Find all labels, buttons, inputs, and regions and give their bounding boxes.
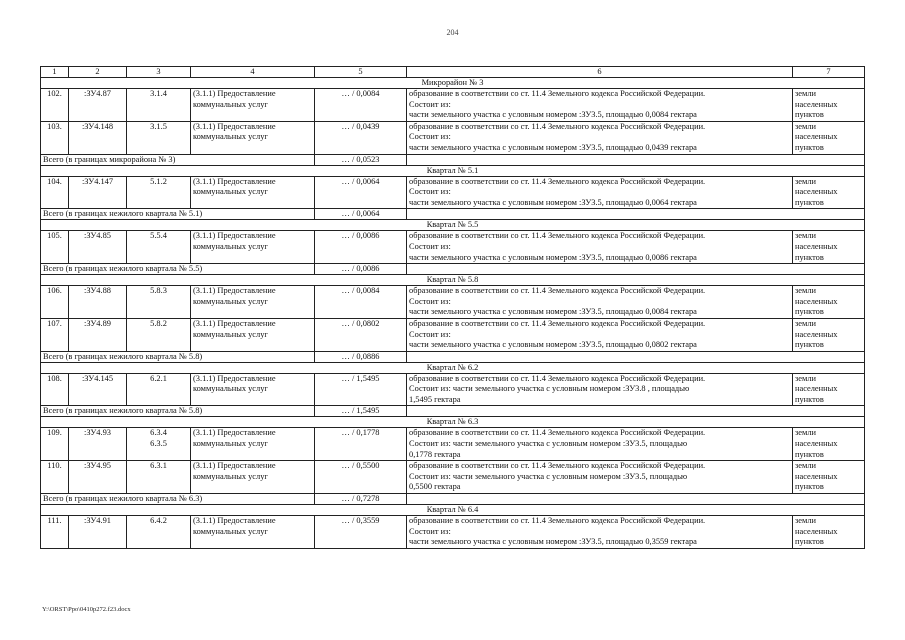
total-blank	[407, 351, 865, 362]
formation-method	[407, 461, 793, 494]
territory-part-line: 5.8.2	[150, 318, 167, 328]
plot-area: … / 0,0802	[315, 318, 407, 351]
section-title: Микрорайон № 3	[41, 78, 865, 89]
section-title: Квартал № 6.4	[41, 505, 865, 516]
land-category-line: населенных	[795, 132, 838, 142]
total-label: Всего (в границах нежилого квартала № 5.1)	[41, 209, 315, 220]
permitted-use-line: (3.1.1) Предоставление	[193, 428, 276, 438]
land-category-line: пунктов	[795, 482, 824, 492]
formation-method-line: Состоит из:	[409, 296, 451, 306]
total-row	[41, 264, 865, 275]
formation-method-line: Состоит из: части земельного участка с условным номером :ЗУ3.8 , площадью	[409, 384, 690, 394]
formation-method-line: Состоит из:	[409, 99, 451, 109]
formation-method-line: образование в соответствии со ст. 11.4 Земельного кодекса Российской Федерации.	[409, 516, 706, 526]
formation-method-line: 0,1778 гектара	[409, 449, 461, 459]
row-number: 107.	[41, 318, 69, 351]
table-header-row	[41, 67, 865, 78]
row-number: 108.	[41, 373, 69, 406]
territory-part	[127, 89, 191, 122]
permitted-use	[191, 89, 315, 122]
column-header: 6	[407, 67, 793, 78]
permitted-use-line: (3.1.1) Предоставление	[193, 121, 276, 131]
table-row	[41, 461, 865, 494]
total-area: … / 0,7278	[315, 494, 407, 505]
total-row	[41, 154, 865, 165]
permitted-use	[191, 318, 315, 351]
total-blank	[407, 264, 865, 275]
row-number: 102.	[41, 89, 69, 122]
total-row	[41, 494, 865, 505]
table-row	[41, 231, 865, 264]
plot-code: :ЗУ4.93	[69, 428, 127, 461]
formation-method-line: Состоит из:	[409, 187, 451, 197]
permitted-use-line: коммунальных услуг	[193, 132, 268, 142]
file-path-footer: Y:\ORST\Ppo\0410p272.f23.docx	[42, 606, 131, 613]
plot-area: … / 0,5500	[315, 461, 407, 494]
permitted-use	[191, 428, 315, 461]
formation-method-line: 0,5500 гектара	[409, 482, 461, 492]
section-row	[41, 362, 865, 373]
plot-area: … / 1,5495	[315, 373, 407, 406]
land-category	[793, 516, 865, 549]
territory-part-line: 3.1.5	[150, 121, 167, 131]
territory-part	[127, 373, 191, 406]
formation-method-line: образование в соответствии со ст. 11.4 Земельного кодекса Российской Федерации.	[409, 318, 706, 328]
table-row	[41, 286, 865, 319]
plot-code: :ЗУ4.148	[69, 121, 127, 154]
total-blank	[407, 154, 865, 165]
row-number: 104.	[41, 176, 69, 209]
total-area: … / 0,0886	[315, 351, 407, 362]
total-area: … / 0,0086	[315, 264, 407, 275]
permitted-use-line: коммунальных услуг	[193, 384, 268, 394]
permitted-use	[191, 176, 315, 209]
land-category-line: земли	[795, 176, 816, 186]
section-title: Квартал № 5.1	[41, 165, 865, 176]
plot-code: :ЗУ4.95	[69, 461, 127, 494]
land-category	[793, 373, 865, 406]
permitted-use-line: (3.1.1) Предоставление	[193, 318, 276, 328]
permitted-use-line: (3.1.1) Предоставление	[193, 516, 276, 526]
territory-part-line: 5.8.3	[150, 286, 167, 296]
formation-method	[407, 373, 793, 406]
land-category	[793, 286, 865, 319]
formation-method-line: части земельного участка с условным номером :ЗУ3.5, площадью 0,0064 гектара	[409, 197, 697, 207]
permitted-use-line: коммунальных услуг	[193, 187, 268, 197]
territory-part	[127, 121, 191, 154]
section-row	[41, 220, 865, 231]
plot-area: … / 0,1778	[315, 428, 407, 461]
land-category-line: земли	[795, 89, 816, 98]
plot-area: … / 0,0086	[315, 231, 407, 264]
section-title: Квартал № 5.8	[41, 275, 865, 286]
land-category-line: населенных	[795, 526, 838, 536]
formation-method	[407, 428, 793, 461]
formation-method-line: части земельного участка с условным номером :ЗУ3.5, площадью 0,0086 гектара	[409, 252, 697, 262]
land-category-line: земли	[795, 516, 816, 526]
page-number: 204	[446, 28, 459, 37]
land-category-line: пунктов	[795, 394, 824, 404]
territory-part	[127, 428, 191, 461]
territory-part-line: 6.3.5	[150, 439, 167, 449]
total-blank	[407, 209, 865, 220]
territory-part	[127, 286, 191, 319]
land-category	[793, 176, 865, 209]
formation-method	[407, 231, 793, 264]
land-category	[793, 89, 865, 122]
table-row	[41, 89, 865, 122]
formation-method	[407, 318, 793, 351]
column-header: 7	[793, 67, 865, 78]
formation-method-line: части земельного участка с условным номером :ЗУ3.5, площадью 0,0084 гектара	[409, 307, 697, 317]
land-category-line: земли	[795, 428, 816, 438]
formation-method	[407, 516, 793, 549]
permitted-use	[191, 516, 315, 549]
formation-method	[407, 176, 793, 209]
section-row	[41, 78, 865, 89]
territory-part	[127, 231, 191, 264]
formation-method-line: образование в соответствии со ст. 11.4 Земельного кодекса Российской Федерации.	[409, 373, 706, 383]
territory-part	[127, 461, 191, 494]
formation-method	[407, 89, 793, 122]
land-category	[793, 121, 865, 154]
total-area: … / 1,5495	[315, 406, 407, 417]
formation-method-line: образование в соответствии со ст. 11.4 Земельного кодекса Российской Федерации.	[409, 461, 706, 471]
formation-method-line: 1,5495 гектара	[409, 394, 461, 404]
formation-method-line: образование в соответствии со ст. 11.4 Земельного кодекса Российской Федерации.	[409, 428, 706, 438]
table-row	[41, 176, 865, 209]
table-row	[41, 318, 865, 351]
territory-part-line: 5.1.2	[150, 176, 167, 186]
total-row	[41, 351, 865, 362]
table-row	[41, 428, 865, 461]
land-category-line: земли	[795, 461, 816, 471]
plot-code: :ЗУ4.85	[69, 231, 127, 264]
formation-method-line: части земельного участка с условным номером :ЗУ3.5, площадью 0,0439 гектара	[409, 142, 697, 152]
land-category-line: пунктов	[795, 307, 824, 317]
permitted-use-line: (3.1.1) Предоставление	[193, 373, 276, 383]
plot-area: … / 0,0084	[315, 286, 407, 319]
territory-part-line: 6.2.1	[150, 373, 167, 383]
land-category-line: земли	[795, 231, 816, 241]
permitted-use	[191, 373, 315, 406]
row-number: 111.	[41, 516, 69, 549]
column-header: 4	[191, 67, 315, 78]
land-category-line: пунктов	[795, 252, 824, 262]
territory-part-line: 3.1.4	[150, 89, 167, 98]
formation-method-line: образование в соответствии со ст. 11.4 Земельного кодекса Российской Федерации.	[409, 89, 706, 98]
total-blank	[407, 406, 865, 417]
land-category-line: населенных	[795, 329, 838, 339]
total-label: Всего (в границах нежилого квартала № 6.3)	[41, 494, 315, 505]
permitted-use-line: (3.1.1) Предоставление	[193, 286, 276, 296]
permitted-use-line: (3.1.1) Предоставление	[193, 89, 276, 98]
row-number: 106.	[41, 286, 69, 319]
plot-area: … / 0,0084	[315, 89, 407, 122]
land-category-line: земли	[795, 318, 816, 328]
permitted-use	[191, 121, 315, 154]
land-category-line: населенных	[795, 439, 838, 449]
territory-part-line: 6.3.4	[150, 428, 167, 438]
land-category-line: населенных	[795, 241, 838, 251]
table-row	[41, 121, 865, 154]
total-label: Всего (в границах нежилого квартала № 5.5)	[41, 264, 315, 275]
land-category-line: населенных	[795, 471, 838, 481]
territory-part-line: 6.3.1	[150, 461, 167, 471]
row-number: 109.	[41, 428, 69, 461]
permitted-use	[191, 231, 315, 264]
formation-method-line: образование в соответствии со ст. 11.4 Земельного кодекса Российской Федерации.	[409, 286, 706, 296]
permitted-use	[191, 286, 315, 319]
territory-part-line: 6.4.2	[150, 516, 167, 526]
land-category-line: населенных	[795, 187, 838, 197]
section-row	[41, 417, 865, 428]
formation-method-line: части земельного участка с условным номером :ЗУ3.5, площадью 0,0802 гектара	[409, 340, 697, 350]
permitted-use-line: коммунальных услуг	[193, 241, 268, 251]
column-header: 1	[41, 67, 69, 78]
total-blank	[407, 494, 865, 505]
column-header: 3	[127, 67, 191, 78]
plot-code: :ЗУ4.147	[69, 176, 127, 209]
territory-part	[127, 516, 191, 549]
plot-code: :ЗУ4.91	[69, 516, 127, 549]
formation-method-line: образование в соответствии со ст. 11.4 Земельного кодекса Российской Федерации.	[409, 121, 706, 131]
land-category	[793, 428, 865, 461]
section-title: Квартал № 6.2	[41, 362, 865, 373]
land-category-line: населенных	[795, 384, 838, 394]
plot-code: :ЗУ4.89	[69, 318, 127, 351]
formation-method	[407, 286, 793, 319]
land-category-line: пунктов	[795, 340, 824, 350]
formation-method-line: Состоит из:	[409, 526, 451, 536]
land-category-line: земли	[795, 121, 816, 131]
land-category-line: населенных	[795, 296, 838, 306]
section-row	[41, 165, 865, 176]
land-category-line: пунктов	[795, 449, 824, 459]
formation-method-line: Состоит из: части земельного участка с условным номером :ЗУ3.5, площадью	[409, 439, 688, 449]
formation-method-line: Состоит из:	[409, 132, 451, 142]
land-category	[793, 231, 865, 264]
territory-part	[127, 176, 191, 209]
plot-area: … / 0,0439	[315, 121, 407, 154]
plot-code: :ЗУ4.87	[69, 89, 127, 122]
total-label: Всего (в границах микрорайона № 3)	[41, 154, 315, 165]
formation-method-line: части земельного участка с условным номером :ЗУ3.5, площадью 0,3559 гектара	[409, 537, 697, 547]
land-category	[793, 461, 865, 494]
land-category	[793, 318, 865, 351]
land-plot-table	[40, 66, 865, 549]
land-category-line: пунктов	[795, 537, 824, 547]
permitted-use-line: (3.1.1) Предоставление	[193, 231, 276, 241]
section-row	[41, 275, 865, 286]
total-label: Всего (в границах нежилого квартала № 5.8)	[41, 351, 315, 362]
permitted-use-line: коммунальных услуг	[193, 99, 268, 109]
permitted-use-line: коммунальных услуг	[193, 329, 268, 339]
permitted-use-line: коммунальных услуг	[193, 471, 268, 481]
permitted-use	[191, 461, 315, 494]
total-area: … / 0,0064	[315, 209, 407, 220]
land-category-line: населенных	[795, 99, 838, 109]
formation-method-line: образование в соответствии со ст. 11.4 Земельного кодекса Российской Федерации.	[409, 231, 706, 241]
formation-method-line: части земельного участка с условным номером :ЗУ3.5, площадью 0,0084 гектара	[409, 110, 697, 120]
column-header: 2	[69, 67, 127, 78]
total-area: … / 0,0523	[315, 154, 407, 165]
plot-code: :ЗУ4.145	[69, 373, 127, 406]
section-row	[41, 505, 865, 516]
permitted-use-line: (3.1.1) Предоставление	[193, 461, 276, 471]
territory-part-line: 5.5.4	[150, 231, 167, 241]
territory-part	[127, 318, 191, 351]
land-category-line: пунктов	[795, 197, 824, 207]
plot-area: … / 0,3559	[315, 516, 407, 549]
permitted-use-line: коммунальных услуг	[193, 439, 268, 449]
total-row	[41, 209, 865, 220]
row-number: 103.	[41, 121, 69, 154]
land-category-line: пунктов	[795, 142, 824, 152]
formation-method-line: образование в соответствии со ст. 11.4 Земельного кодекса Российской Федерации.	[409, 176, 706, 186]
total-row	[41, 406, 865, 417]
section-title: Квартал № 5.5	[41, 220, 865, 231]
column-header: 5	[315, 67, 407, 78]
total-label: Всего (в границах нежилого квартала № 5.8)	[41, 406, 315, 417]
permitted-use-line: коммунальных услуг	[193, 296, 268, 306]
row-number: 110.	[41, 461, 69, 494]
plot-area: … / 0,0064	[315, 176, 407, 209]
land-category-line: пунктов	[795, 110, 824, 120]
land-category-line: земли	[795, 373, 816, 383]
formation-method-line: Состоит из: части земельного участка с условным номером :ЗУ3.5, площадью	[409, 471, 688, 481]
formation-method-line: Состоит из:	[409, 329, 451, 339]
formation-method	[407, 121, 793, 154]
table-row	[41, 516, 865, 549]
land-category-line: земли	[795, 286, 816, 296]
permitted-use-line: (3.1.1) Предоставление	[193, 176, 276, 186]
row-number: 105.	[41, 231, 69, 264]
formation-method-line: Состоит из:	[409, 241, 451, 251]
permitted-use-line: коммунальных услуг	[193, 526, 268, 536]
section-title: Квартал № 6.3	[41, 417, 865, 428]
plot-code: :ЗУ4.88	[69, 286, 127, 319]
table-row	[41, 373, 865, 406]
